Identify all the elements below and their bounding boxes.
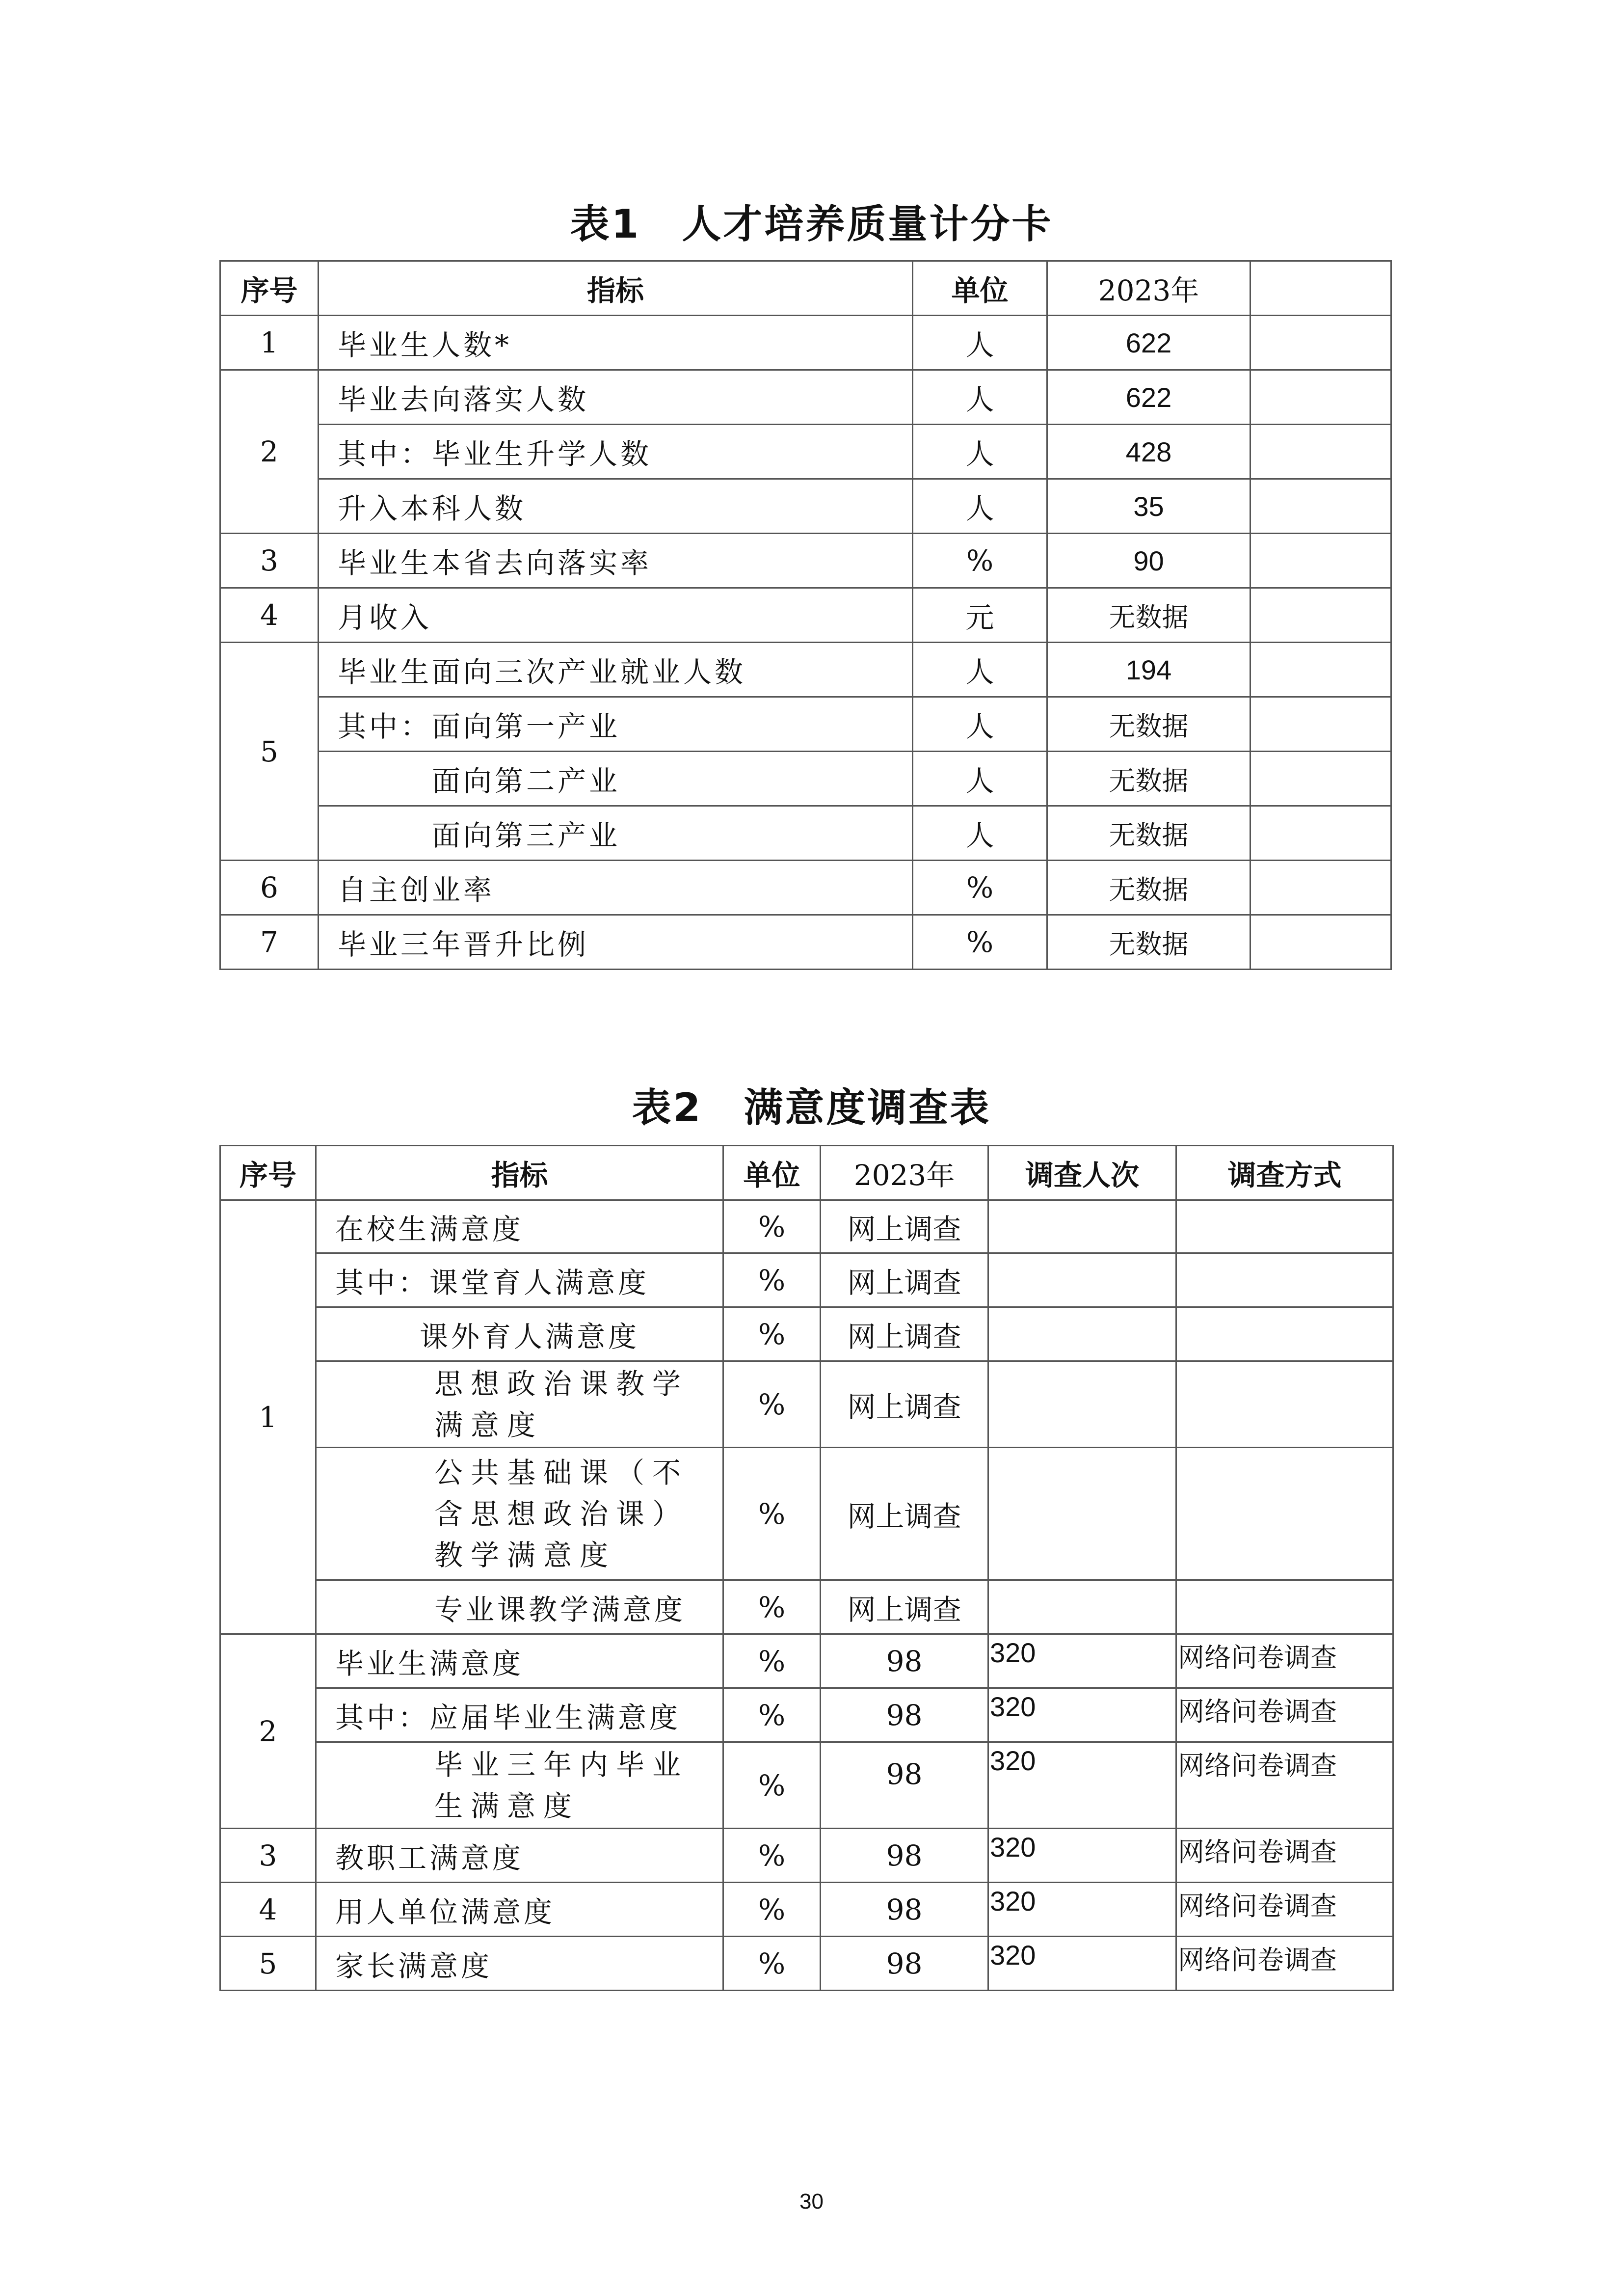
table-row — [220, 697, 1391, 752]
indicator-cell: 毕业生面向三次产业就业人数 — [319, 643, 913, 697]
indicator-cell: 升入本科人数 — [319, 479, 913, 534]
table-row — [220, 752, 1391, 806]
page-number: 30 — [799, 2189, 824, 2214]
table-row — [220, 806, 1391, 861]
table-row — [220, 915, 1391, 970]
indicator-cell: 教职工满意度 — [316, 1829, 723, 1883]
table-row — [220, 643, 1391, 697]
unit-cell: 元 — [913, 588, 1047, 643]
method-cell: 网络问卷调查 — [1176, 1634, 1393, 1688]
unit-cell: 人 — [913, 697, 1047, 752]
header-count: 调查人次 — [988, 1146, 1176, 1200]
value-cell: 98 — [821, 1829, 988, 1883]
unit-cell: % — [913, 915, 1047, 970]
blank-cell — [1251, 861, 1391, 915]
indicator-cell: 在校生满意度 — [316, 1200, 723, 1253]
indicator-cell: 毕业生人数* — [319, 316, 913, 370]
blank-cell — [1251, 534, 1391, 588]
value-cell: 无数据 — [1047, 752, 1251, 806]
unit-cell: 人 — [913, 425, 1047, 479]
blank-cell — [1251, 915, 1391, 970]
table-row — [220, 1883, 1393, 1937]
blank-cell — [1251, 806, 1391, 861]
header-year: 2023年 — [821, 1146, 988, 1200]
value-cell: 无数据 — [1047, 588, 1251, 643]
value-cell: 网上调查 — [821, 1448, 988, 1580]
blank-cell — [1251, 425, 1391, 479]
header-unit: 单位 — [913, 261, 1047, 316]
value-cell: 无数据 — [1047, 697, 1251, 752]
indicator-cell: 自主创业率 — [319, 861, 913, 915]
value-cell: 网上调查 — [821, 1361, 988, 1448]
unit-cell: 人 — [913, 752, 1047, 806]
unit-cell: % — [723, 1580, 821, 1634]
header-method: 调查方式 — [1176, 1146, 1393, 1200]
header-indicator: 指标 — [319, 261, 913, 316]
count-cell: 320 — [988, 1688, 1176, 1742]
count-cell — [988, 1253, 1176, 1307]
value-cell: 35 — [1047, 479, 1251, 534]
count-cell — [988, 1448, 1176, 1580]
seq-cell: 4 — [220, 1883, 316, 1937]
header-seq: 序号 — [220, 261, 319, 316]
method-cell: 网络问卷调查 — [1176, 1883, 1393, 1937]
talent-quality-scorecard-table — [219, 260, 1392, 970]
method-cell: 网络问卷调查 — [1176, 1742, 1393, 1829]
blank-cell — [1251, 479, 1391, 534]
unit-cell: % — [723, 1937, 821, 1991]
unit-cell: 人 — [913, 370, 1047, 425]
method-cell: 网络问卷调查 — [1176, 1937, 1393, 1991]
indicator-cell: 毕业生满意度 — [316, 1634, 723, 1688]
value-cell: 98 — [821, 1634, 988, 1688]
table-row — [220, 479, 1391, 534]
blank-cell — [1251, 316, 1391, 370]
seq-cell: 2 — [220, 370, 319, 534]
table-row — [220, 1253, 1393, 1307]
unit-cell: % — [723, 1253, 821, 1307]
header-seq: 序号 — [220, 1146, 316, 1200]
blank-cell — [1251, 752, 1391, 806]
table-row — [220, 861, 1391, 915]
value-cell: 90 — [1047, 534, 1251, 588]
table-row — [220, 1448, 1393, 1580]
value-cell: 622 — [1047, 316, 1251, 370]
unit-cell: % — [913, 861, 1047, 915]
seq-cell: 1 — [220, 1200, 316, 1634]
unit-cell: % — [723, 1634, 821, 1688]
blank-cell — [1251, 370, 1391, 425]
indicator-cell: 专业课教学满意度 — [316, 1580, 723, 1634]
indicator-cell: 用人单位满意度 — [316, 1883, 723, 1937]
indicator-cell: 其中：课堂育人满意度 — [316, 1253, 723, 1307]
method-cell — [1176, 1361, 1393, 1448]
count-cell — [988, 1580, 1176, 1634]
indicator-cell: 家长满意度 — [316, 1937, 723, 1991]
value-cell: 无数据 — [1047, 915, 1251, 970]
seq-cell: 4 — [220, 588, 319, 643]
value-cell: 98 — [821, 1688, 988, 1742]
table-header-row — [220, 1146, 1393, 1200]
unit-cell: % — [723, 1448, 821, 1580]
unit-cell: % — [723, 1829, 821, 1883]
indicator-cell: 面向第二产业 — [319, 752, 913, 806]
seq-cell: 1 — [220, 316, 319, 370]
seq-cell: 3 — [220, 1829, 316, 1883]
unit-cell: 人 — [913, 316, 1047, 370]
unit-cell: % — [723, 1307, 821, 1361]
header-unit: 单位 — [723, 1146, 821, 1200]
value-cell: 网上调查 — [821, 1580, 988, 1634]
value-cell: 622 — [1047, 370, 1251, 425]
indicator-cell: 其中：面向第一产业 — [319, 697, 913, 752]
count-cell: 320 — [988, 1829, 1176, 1883]
indicator-cell: 面向第三产业 — [319, 806, 913, 861]
indicator-cell: 毕业三年晋升比例 — [319, 915, 913, 970]
seq-cell: 5 — [220, 1937, 316, 1991]
table-row — [220, 425, 1391, 479]
value-cell: 98 — [821, 1742, 988, 1829]
table-row — [220, 1742, 1393, 1829]
method-cell: 网络问卷调查 — [1176, 1829, 1393, 1883]
indicator-cell: 毕业生本省去向落实率 — [319, 534, 913, 588]
count-cell — [988, 1200, 1176, 1253]
table1-title: 表1 人才培养质量计分卡 — [570, 201, 1053, 247]
value-cell: 无数据 — [1047, 861, 1251, 915]
table-row — [220, 1200, 1393, 1253]
value-cell: 194 — [1047, 643, 1251, 697]
table2-title: 表2 满意度调查表 — [632, 1085, 991, 1131]
count-cell: 320 — [988, 1883, 1176, 1937]
blank-cell — [1251, 643, 1391, 697]
header-year: 2023年 — [1047, 261, 1251, 316]
indicator-cell: 其中：应届毕业生满意度 — [316, 1688, 723, 1742]
table-row — [220, 1829, 1393, 1883]
blank-cell — [1251, 697, 1391, 752]
indicator-cell: 其中：毕业生升学人数 — [319, 425, 913, 479]
indicator-cell: 毕业去向落实人数 — [319, 370, 913, 425]
table-row — [220, 1361, 1393, 1448]
satisfaction-survey-table — [219, 1145, 1394, 1991]
value-cell: 98 — [821, 1883, 988, 1937]
method-cell — [1176, 1448, 1393, 1580]
method-cell — [1176, 1253, 1393, 1307]
seq-cell: 7 — [220, 915, 319, 970]
unit-cell: % — [723, 1742, 821, 1829]
value-cell: 网上调查 — [821, 1200, 988, 1253]
seq-cell: 3 — [220, 534, 319, 588]
table-row — [220, 316, 1391, 370]
table-row — [220, 370, 1391, 425]
table-row — [220, 1634, 1393, 1688]
method-cell — [1176, 1307, 1393, 1361]
method-cell — [1176, 1580, 1393, 1634]
indicator-cell: 课外育人满意度 — [316, 1307, 723, 1361]
count-cell: 320 — [988, 1742, 1176, 1829]
indicator-cell: 月收入 — [319, 588, 913, 643]
indicator-cell: 思想政治课教学满意度 — [316, 1361, 723, 1448]
table-header-row — [220, 261, 1391, 316]
table-row — [220, 1688, 1393, 1742]
header-blank — [1251, 261, 1391, 316]
indicator-cell: 毕业三年内毕业生满意度 — [316, 1742, 723, 1829]
value-cell: 98 — [821, 1937, 988, 1991]
value-cell: 无数据 — [1047, 806, 1251, 861]
table-row — [220, 1307, 1393, 1361]
method-cell — [1176, 1200, 1393, 1253]
unit-cell: % — [723, 1688, 821, 1742]
table-row — [220, 1937, 1393, 1991]
count-cell: 320 — [988, 1937, 1176, 1991]
value-cell: 428 — [1047, 425, 1251, 479]
unit-cell: 人 — [913, 806, 1047, 861]
count-cell: 320 — [988, 1634, 1176, 1688]
blank-cell — [1251, 588, 1391, 643]
unit-cell: % — [723, 1883, 821, 1937]
indicator-cell: 公共基础课（不含思想政治课）教学满意度 — [316, 1448, 723, 1580]
unit-cell: % — [913, 534, 1047, 588]
method-cell: 网络问卷调查 — [1176, 1688, 1393, 1742]
table-row — [220, 588, 1391, 643]
table-row — [220, 1580, 1393, 1634]
header-indicator: 指标 — [316, 1146, 723, 1200]
seq-cell: 6 — [220, 861, 319, 915]
value-cell: 网上调查 — [821, 1307, 988, 1361]
seq-cell: 5 — [220, 643, 319, 861]
unit-cell: 人 — [913, 643, 1047, 697]
count-cell — [988, 1361, 1176, 1448]
unit-cell: 人 — [913, 479, 1047, 534]
seq-cell: 2 — [220, 1634, 316, 1829]
table-row — [220, 534, 1391, 588]
value-cell: 网上调查 — [821, 1253, 988, 1307]
unit-cell: % — [723, 1200, 821, 1253]
count-cell — [988, 1307, 1176, 1361]
unit-cell: % — [723, 1361, 821, 1448]
